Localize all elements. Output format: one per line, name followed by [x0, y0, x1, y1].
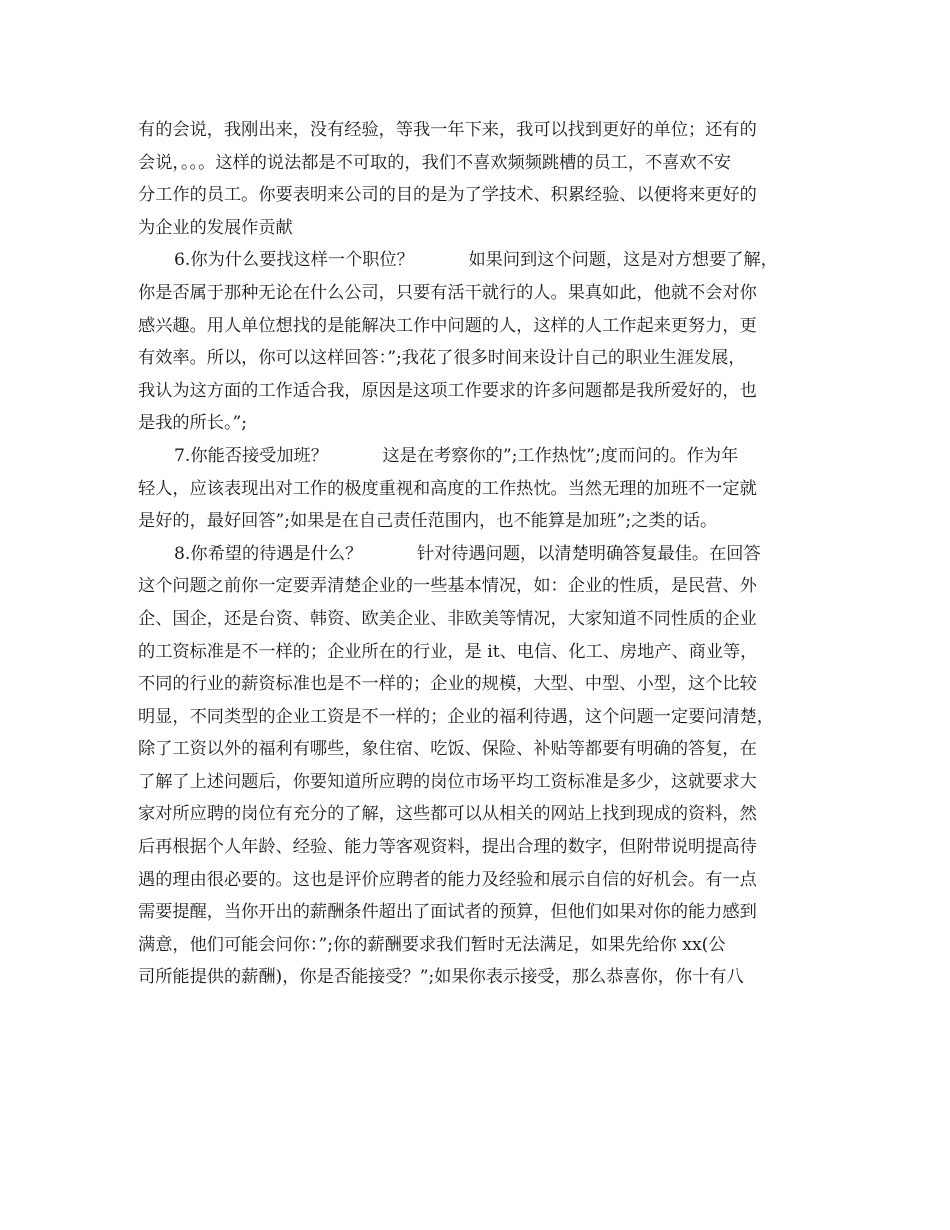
question-6-line: 6.你为什么要找这样一个职位？ 如果问到这个问题，这是对方想要了解， [174, 250, 778, 271]
text-line: 的工资标准是不一样的；企业所在的行业，是 it、电信、化工、房地产、商业等， [138, 641, 758, 662]
text-line: 遇的理由很必要的。这也是评价应聘者的能力及经验和展示自信的好机会。有一点 [138, 869, 757, 890]
text-line: 是我的所长。”; [138, 413, 248, 434]
question-8-line: 8.你希望的待遇是什么？ 针对待遇问题，以清楚明确答复最佳。在回答 [174, 543, 761, 564]
text-line: 家对所应聘的岗位有充分的了解，这些都可以从相关的网站上找到现成的资料，然 [138, 804, 757, 825]
text-line: 有的会说，我刚出来，没有经验，等我一年下来，我可以找到更好的单位；还有的 [138, 120, 757, 140]
question-7-line: 7.你能否接受加班？ 这是在考察你的”;工作热忱”;度而问的。作为年 [174, 445, 739, 466]
text-line: 为企业的发展作贡献 [138, 217, 293, 238]
text-line: 司所能提供的薪酬)，你是否能接受？”;如果你表示接受，那么恭喜你，你十有八 [138, 967, 744, 988]
text-line: 这个问题之前你一定要弄清楚企业的一些基本情况，如：企业的性质，是民营、外 [138, 576, 757, 597]
text-line: 企、国企，还是台资、韩资、欧美企业、非欧美等情况，大家知道不同性质的企业 [138, 608, 757, 629]
text-line: 分工作的员工。你要表明来公司的目的是为了学技术、积累经验、以便将来更好的 [138, 185, 757, 206]
text-line: 不同的行业的薪资标准也是不一样的；企业的规模，大型、中型、小型，这个比较 [138, 674, 757, 695]
text-line: 你是否属于那种无论在什么公司，只要有活干就行的人。果真如此，他就不会对你 [138, 282, 757, 303]
text-line: 感兴趣。用人单位想找的是能解决工作中问题的人，这样的人工作起来更努力，更 [138, 315, 757, 336]
text-line: 需要提醒，当你开出的薪酬条件超出了面试者的预算，但他们如果对你的能力感到 [138, 902, 757, 923]
text-line: 了解了上述问题后，你要知道所应聘的岗位市场平均工资标准是多少，这就要求大 [138, 771, 757, 792]
document-body [138, 114, 818, 994]
text-line: 满意，他们可能会问你：”;你的薪酬要求我们暂时无法满足，如果先给你 xx(公 [138, 934, 726, 955]
text-line: 后再根据个人年龄、经验、能力等客观资料，提出合理的数字，但附带说明提高待 [138, 837, 757, 858]
text-line: 会说，。。。这样的说法都是不可取的，我们不喜欢频频跳槽的员工，不喜欢不安 [138, 152, 731, 173]
text-line: 轻人，应该表现出对工作的极度重视和高度的工作热忱。当然无理的加班不一定就 [138, 478, 757, 499]
text-line: 我认为这方面的工作适合我，原因是这项工作要求的许多问题都是我所爱好的，也 [138, 380, 757, 401]
text-line: 有效率。所以，你可以这样回答：”;我花了很多时间来设计自己的职业生涯发展， [138, 348, 746, 369]
text-line: 除了工资以外的福利有哪些，象住宿、吃饭、保险、补贴等都要有明确的答复，在 [138, 739, 757, 760]
text-line: 明显，不同类型的企业工资是不一样的；企业的福利待遇，这个问题一定要问清楚， [138, 706, 774, 727]
text-line: 是好的，最好回答”;如果是在自己责任范围内，也不能算是加班”;之类的话。 [138, 511, 718, 532]
